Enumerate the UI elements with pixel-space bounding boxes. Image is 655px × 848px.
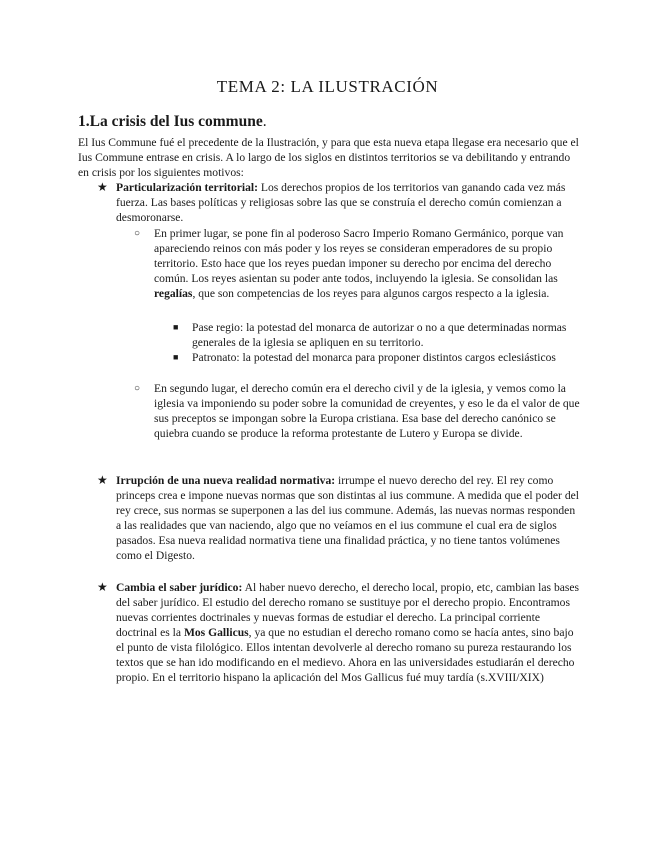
sub-bullet-text-a: En primer lugar, se pone fin al poderoso Sacro Imperio Romano Germánico, porque van apareciendo reinos con más poder y los reyes se consideran emperadores de su propio territorio. Esto hace que los reyes puedan imponer su derecho por encima del derecho común. Los reyes asientan su poder ante todos, incluyendo la iglesia. Se consolidan las bbox=[154, 227, 564, 285]
section-heading bbox=[78, 113, 267, 131]
bullet-text: irrumpe el nuevo derecho del rey. El rey como princeps crea e impone nuevas normas que son distintas al ius commune. A medida que el poder del rey crece, sus normas se superponen a las del ius commune. Además, las nuevas normas responden a las realidades que van naciendo, algo que no veíamos en el ius commune el cual era de siglos pasados. Esa nueva realidad normativa tiene una finalidad práctica, y no tiene tantos volúmenes como el Digesto. bbox=[116, 474, 579, 562]
circle-bullet-icon: ○ bbox=[134, 383, 141, 394]
intro-paragraph: El Ius Commune fué el precedente de la Ilustración, y para que esta nueva etapa llegase era necesario que el Ius Commune entrase en crisis. A lo largo de los siglos en distintos territorios se va debilitando y entrando en crisis por los siguientes motivos: bbox=[78, 136, 579, 179]
bullet-term-mos-gallicus: Mos Gallicus bbox=[183, 626, 249, 639]
document-title: TEMA 2: LA ILUSTRACIÓN bbox=[216, 77, 439, 96]
square-bullet-icon: ■ bbox=[173, 322, 179, 332]
sub-bullet-segundo-lugar: En segundo lugar, el derecho común era el derecho civil y de la iglesia, y vemos como la iglesia va imponiendo su poder sobre la comunidad de creyentes, y eso le da el valor de que sus preceptos se impongan sobre la Europa cristiana. Esa base del derecho canónico se quiebra cuando se produce la reforma protestante de Lutero y Europa se divide. bbox=[154, 382, 580, 440]
subsub-bullet-patronato: Patronato: la potestad del monarca para proponer distintos cargos eclesiásticos bbox=[192, 351, 556, 364]
square-bullet-icon: ■ bbox=[173, 352, 179, 362]
bullet-text: Los derechos propios de los territorios van ganando cada vez más fuerza. Las bases políticas y religiosas sobre las que se construía el derecho común comienzan a desmoronarse. bbox=[116, 181, 566, 224]
bullet-irrupcion bbox=[116, 473, 582, 563]
star-bullet-icon: ★ bbox=[97, 473, 108, 487]
bullet-term: Irrupción de una nueva realidad normativa: bbox=[116, 474, 336, 487]
section-heading-dot: . bbox=[262, 113, 267, 130]
bullet-term: Particularización territorial: bbox=[116, 181, 258, 194]
sub-bullet-primer-lugar bbox=[154, 226, 582, 301]
bullet-text-a: Al haber nuevo derecho, el derecho local, propio, etc, cambian las bases del saber jurídico. El estudio del derecho romano se sustituye por el derecho propio. Encontramos nuevas corrientes doctrinales y nuevas formas de estudiar el derecho. La principal corriente doctrinal es la bbox=[116, 581, 580, 639]
circle-bullet-icon: ○ bbox=[134, 228, 141, 239]
bullet-text-b: , ya que no estudian el derecho romano como se hacía antes, sino bajo el punto de vista filológico. Ellos intentan devolverle al derecho romano su pureza restaurando los textos que se han ido modificando en el medievo. Ahora en las universidades estudiarán el derecho propio. En el territorio hispano la aplicación del Mos Gallicus fué muy tardía (s.XVIII/XIX) bbox=[116, 626, 575, 684]
section-heading-number: 1. bbox=[78, 113, 90, 130]
section-heading-text: La crisis del Ius commune bbox=[89, 113, 263, 130]
star-bullet-icon: ★ bbox=[97, 180, 108, 194]
bullet-term: Cambia el saber jurídico: bbox=[116, 581, 243, 594]
sub-bullet-text-b: , que son competencias de los reyes para algunos cargos respecto a la iglesia. bbox=[192, 287, 550, 300]
bullet-saber-juridico bbox=[116, 580, 582, 685]
subsub-bullet-pase-regio: Pase regio: la potestad del monarca de autorizar o no a que determinadas normas generales de la iglesia se apliquen en su territorio. bbox=[192, 321, 567, 349]
sub-bullet-term: regalías bbox=[154, 287, 193, 300]
bullet-particularizacion bbox=[116, 180, 582, 225]
star-bullet-icon: ★ bbox=[97, 580, 108, 594]
